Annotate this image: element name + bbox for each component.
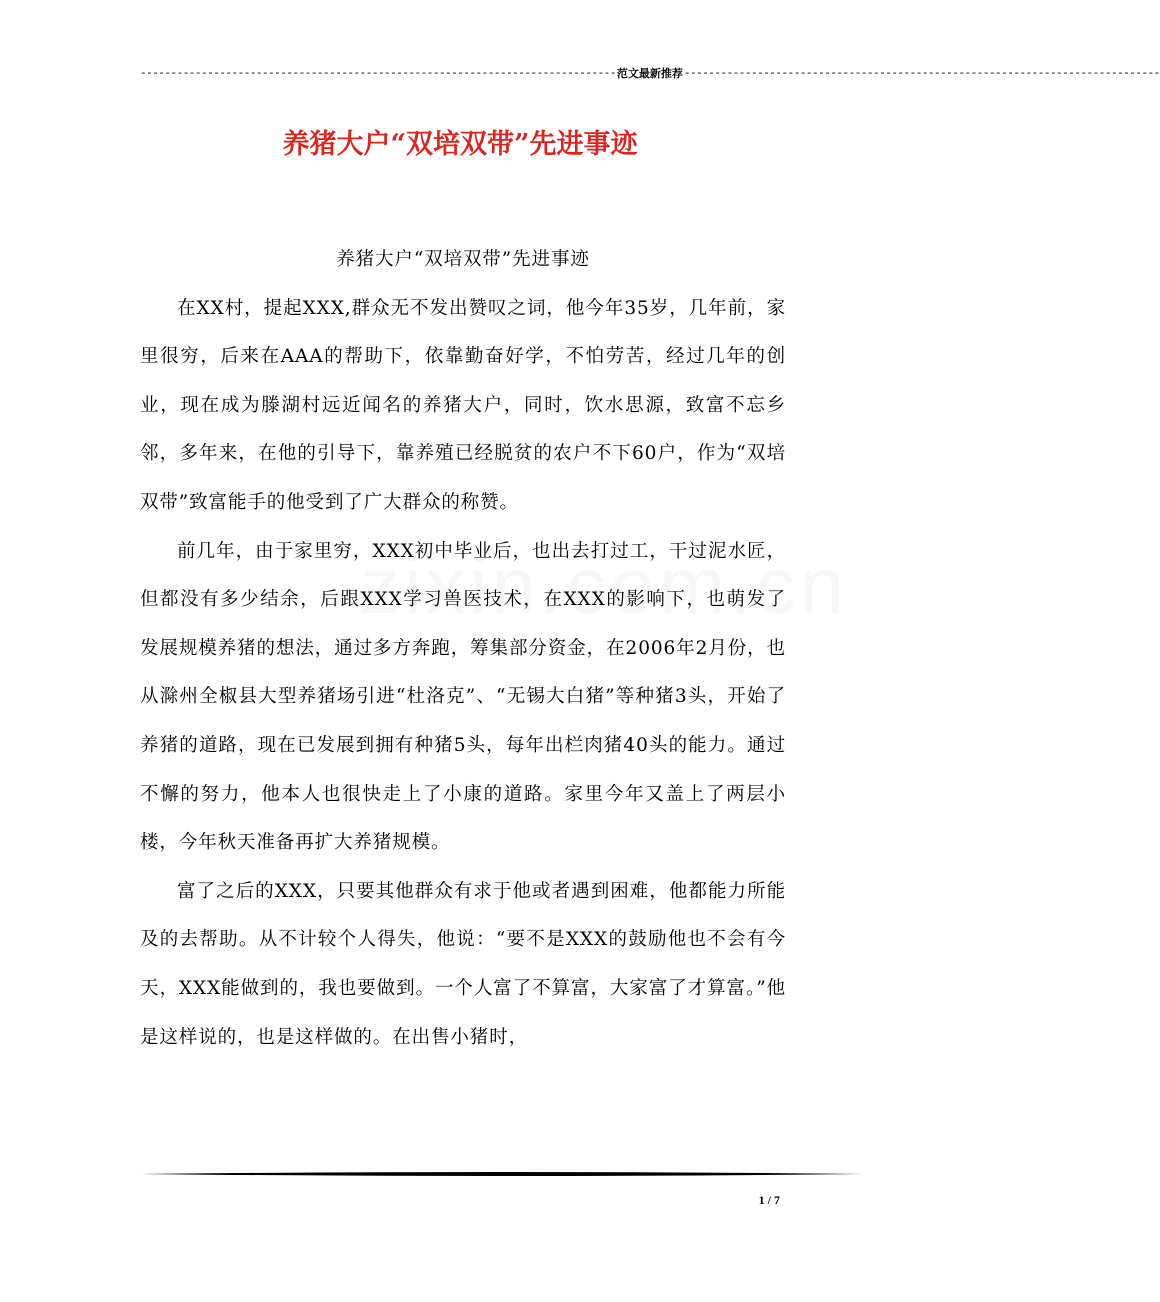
document-body [140, 236, 786, 1062]
header-left-dashes: ------------------------------------------------------------------------------ [140, 68, 616, 80]
footer-rule [140, 1170, 864, 1178]
page-header [140, 66, 1160, 82]
header-right-dashes: ------------------------------------------------------------------------------ [683, 68, 1160, 80]
page-number: 1 / 7 [758, 1193, 780, 1207]
paragraph: 在XX村，提起XXX,群众无不发出赞叹之词，他今年35岁，几年前，家里很穷，后来在AAA的帮助下，依靠勤奋好学，不怕劳苦，经过几年的创业，现在成为滕湖村远近闻名的养猪大户，同时，饮水思源，致富不忘乡邻，多年来，在他的引导下，靠养殖已经脱贫的农户不下60户，作为“双培双带”致富能手的他受到了广大群众的称赞。 [140, 297, 786, 513]
paragraph: 前几年，由于家里穷，XXX初中毕业后，也出去打过工，干过泥水匠，但都没有多少结余，后跟XXX学习兽医技术，在XXX的影响下，也萌发了发展规模养猪的想法，通过多方奔跑，筹集部分资金，在2006年2月份，也从滁州全椒县大型养猪场引进“杜洛克”、“无锡大白猪”等种猪3头，开始了养猪的道路，现在已发展到拥有种猪5头，每年出栏肉猪40头的能力。通过不懈的努力，他本人也很快走上了小康的道路。家里今年又盖上了两层小楼，今年秋天准备再扩大养猪规模。 [140, 540, 786, 854]
paragraph: 富了之后的XXX，只要其他群众有求于他或者遇到困难，他都能力所能及的去帮助。从不计较个人得失，他说：“要不是XXX的鼓励他也不会有今天，XXX能做到的，我也要做到。一个人富了不算富，大家富了才算富。”他是这样说的，也是这样做的。在出售小猪时， [140, 880, 786, 1048]
header-label: 范文最新推荐 [616, 67, 683, 80]
document-title: 养猪大户“双培双带”先进事迹 [282, 129, 638, 160]
document-subtitle: 养猪大户“双培双带”先进事迹 [336, 249, 590, 270]
